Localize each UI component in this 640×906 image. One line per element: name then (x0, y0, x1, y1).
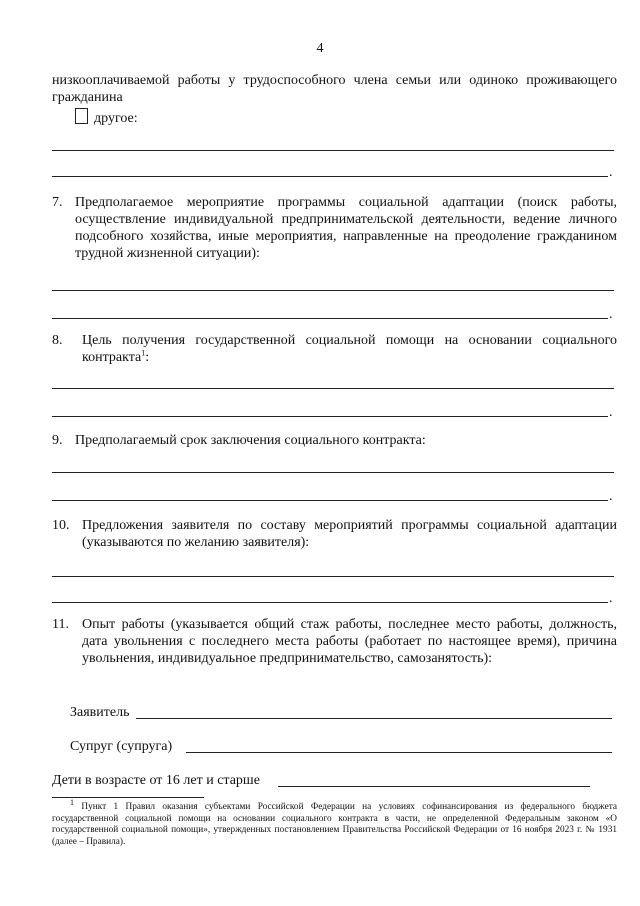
section-text: Предполагаемый срок заключения социального контракта: (75, 433, 426, 448)
answer-line[interactable] (52, 176, 608, 177)
spouse-signature-line[interactable] (186, 752, 612, 753)
page-number: 4 (316, 41, 324, 56)
footnote: $^1$ Пункт 1 Правил оказания субъектами Российской Федерации на условиях софинансирования из федерального бюджета государственной социальной помощи на основании социального контракта в части, не определенной Федеральным законом «О государственной социальной помощи», утвержденных постановлением Правительства Российской Федерации от 16 ноября 2023 г. № 1931 (далее – Правила). (52, 797, 618, 847)
other-label: другое: (94, 111, 138, 126)
footnote-separator (52, 797, 204, 798)
answer-line[interactable] (52, 472, 614, 473)
children-signature-line[interactable] (278, 786, 590, 787)
answer-line[interactable] (52, 388, 614, 389)
answer-line[interactable] (52, 150, 614, 151)
section-text: Цель получения государственной социальной помощи на основании социального контракта$^1$: (82, 333, 617, 365)
section-text: Опыт работы (указывается общий стаж работы, последнее место работы, должность, дата увольнения с последнего места работы (работает по настоящее время), причина увольнения, индивидуальное предпринимательство, самозанятость): (82, 617, 617, 666)
line-end-mark: . (609, 489, 613, 504)
line-end-mark: . (609, 307, 613, 322)
section-number: 9. (52, 433, 63, 448)
answer-line[interactable] (52, 416, 608, 417)
section-number: 7. (52, 195, 63, 210)
section-number: 11. (52, 617, 69, 632)
answer-line[interactable] (52, 500, 608, 501)
footnote-ref[interactable]: 1 (141, 348, 146, 358)
continuation-text: низкооплачиваемой работы у трудоспособного члена семьи или одиноко проживающего гражданина (52, 73, 617, 105)
line-end-mark: . (609, 405, 613, 420)
applicant-signature-line[interactable] (136, 718, 612, 719)
other-checkbox[interactable] (75, 108, 88, 124)
answer-line[interactable] (52, 290, 614, 291)
line-end-mark: . (609, 591, 613, 606)
section-text: Предложения заявителя по составу мероприятий программы социальной адаптации (указываются по желанию заявителя): (82, 518, 617, 550)
section-number: 10. (52, 518, 70, 533)
other-option[interactable] (75, 108, 138, 127)
section-text: Предполагаемое мероприятие программы социальной адаптации (поиск работы, осуществление индивидуальной предпринимательской деятельности, ведение личного подсобного хозяйства, иные мероприятия, направленные на преодоление гражданином трудной жизненной ситуации): (75, 195, 617, 261)
answer-line[interactable] (52, 318, 608, 319)
answer-line[interactable] (52, 576, 614, 577)
children-label: Дети в возрасте от 16 лет и старше (52, 773, 260, 788)
line-end-mark: . (609, 165, 613, 180)
section-number: 8. (52, 333, 63, 348)
footnote-number: 1 (70, 797, 74, 807)
spouse-label: Супруг (супруга) (70, 739, 173, 754)
answer-line[interactable] (52, 602, 608, 603)
applicant-label: Заявитель (70, 705, 130, 720)
